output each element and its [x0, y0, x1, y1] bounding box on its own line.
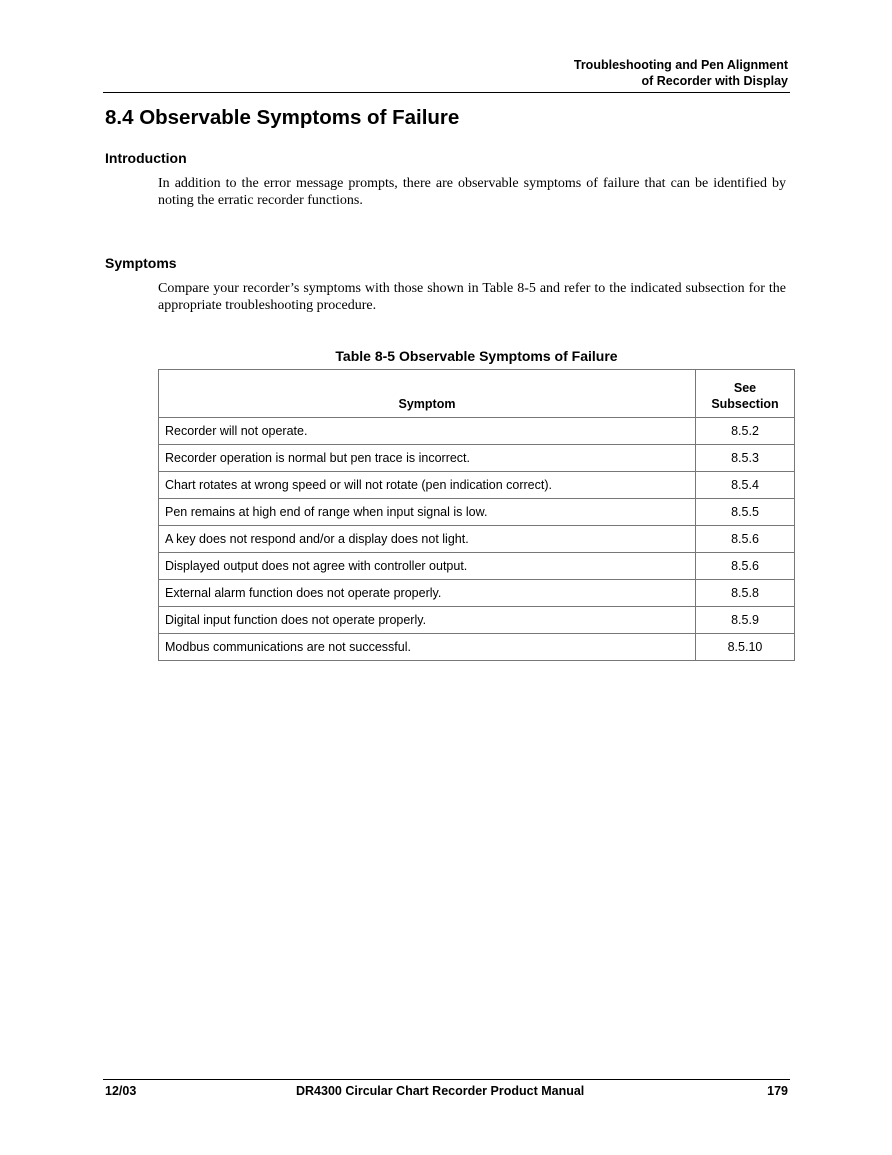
table-row [159, 499, 795, 526]
subsection-cell: 8.5.3 [696, 445, 795, 472]
subsection-cell: 8.5.8 [696, 580, 795, 607]
table-row [159, 553, 795, 580]
symptom-cell: Chart rotates at wrong speed or will not rotate (pen indication correct). [159, 472, 696, 499]
footer-rule [103, 1079, 790, 1080]
running-header-line-2: of Recorder with Display [641, 74, 788, 88]
subsection-cell: 8.5.2 [696, 418, 795, 445]
table-row [159, 418, 795, 445]
header-rule [103, 92, 790, 93]
symptom-cell: Recorder will not operate. [159, 418, 696, 445]
table-row [159, 607, 795, 634]
table-row [159, 580, 795, 607]
table-row [159, 472, 795, 499]
subsection-cell: 8.5.5 [696, 499, 795, 526]
page-number: 179 [767, 1084, 788, 1098]
subsection-cell: 8.5.6 [696, 526, 795, 553]
symptoms-text: Compare your recorder’s symptoms with those shown in Table 8-5 and refer to the indicated subsection for the appropriate troubleshooting procedure. [158, 281, 786, 313]
symptoms-table [158, 369, 795, 661]
footer-date: 12/03 [105, 1084, 137, 1098]
introduction-text: In addition to the error message prompts, there are observable symptoms of failure that can be identified by noting the erratic recorder functions. [158, 176, 786, 208]
subsection-cell: 8.5.6 [696, 553, 795, 580]
symptoms-heading: Symptoms [105, 255, 177, 271]
symptom-cell: Digital input function does not operate properly. [159, 607, 696, 634]
subsection-cell: 8.5.10 [696, 634, 795, 661]
section-title: 8.4 Observable Symptoms of Failure [105, 106, 460, 129]
symptom-cell: External alarm function does not operate properly. [159, 580, 696, 607]
symptom-cell: Recorder operation is normal but pen trace is incorrect. [159, 445, 696, 472]
column-header-symptom [159, 370, 696, 418]
table-header-row [159, 370, 795, 418]
table-row [159, 634, 795, 661]
column-header-symptom-label: Symptom [398, 397, 456, 411]
running-header [574, 57, 788, 89]
column-header-subsection-line-2: Subsection [711, 397, 779, 411]
symptom-cell: Modbus communications are not successful. [159, 634, 696, 661]
symptom-cell: Pen remains at high end of range when input signal is low. [159, 499, 696, 526]
introduction-heading: Introduction [105, 150, 187, 166]
table-row [159, 526, 795, 553]
column-header-subsection [696, 370, 795, 418]
symptom-cell: A key does not respond and/or a display does not light. [159, 526, 696, 553]
symptom-cell: Displayed output does not agree with controller output. [159, 553, 696, 580]
running-header-line-1: Troubleshooting and Pen Alignment [573, 58, 788, 72]
table-caption: Table 8-5 Observable Symptoms of Failure [335, 348, 618, 364]
footer-title: DR4300 Circular Chart Recorder Product Manual [296, 1084, 585, 1098]
subsection-cell: 8.5.4 [696, 472, 795, 499]
table-row [159, 445, 795, 472]
subsection-cell: 8.5.9 [696, 607, 795, 634]
column-header-subsection-line-1: See [733, 381, 757, 395]
